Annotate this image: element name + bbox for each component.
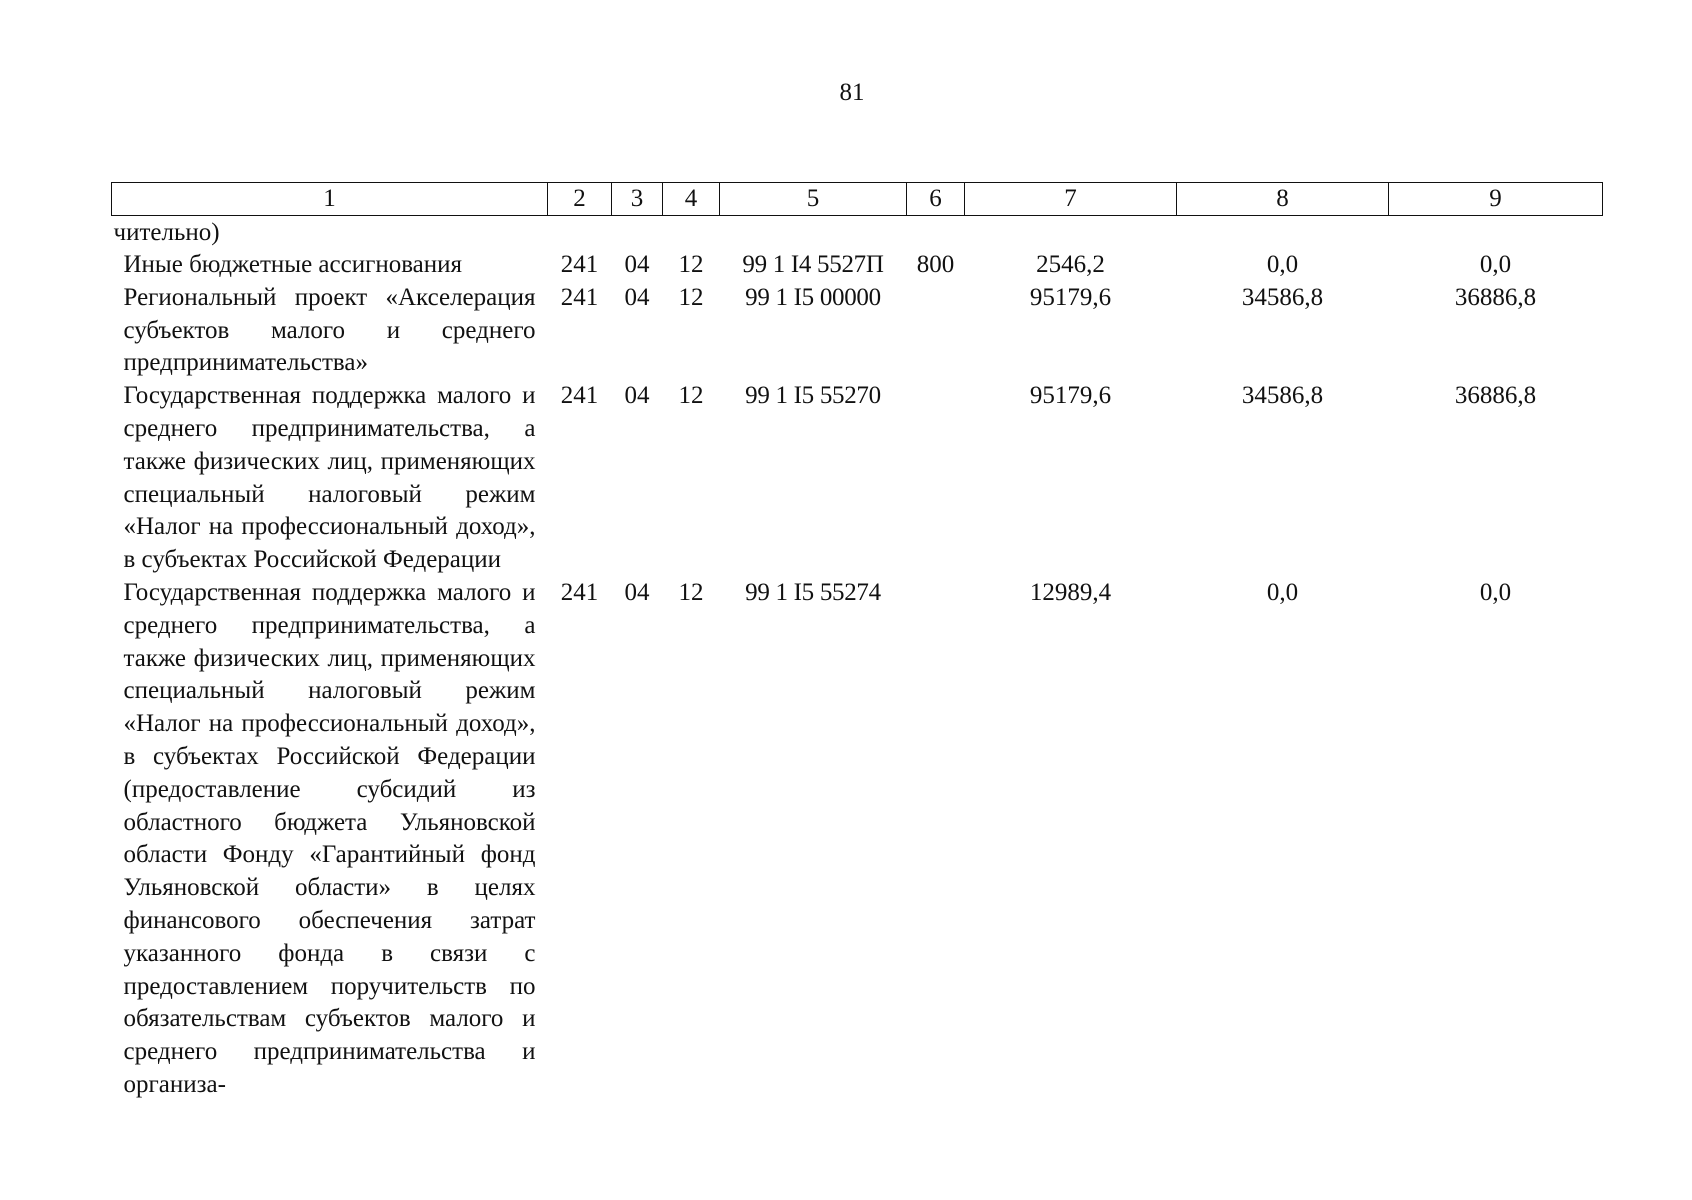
table-row [112,282,1603,380]
row-col-3: 04 [624,578,650,606]
budget-table [111,182,1602,1102]
row-col-7 [965,216,1177,250]
row-col-4 [663,216,720,250]
budget-table-grid [111,182,1603,1102]
row-col-5: 99 1 I5 55274 [745,578,881,606]
row-col-8: 34586,8 [1241,382,1324,410]
header-row [112,183,1603,216]
row-col-4: 12 [678,251,704,278]
row-col-6 [907,282,965,380]
row-description: Иные бюджетные ассигнования [123,251,463,278]
row-col-5: 99 1 I4 5527П [742,251,884,278]
row-col-8 [1177,216,1389,250]
row-col-2: 241 [560,283,599,311]
row-col-8: 0,0 [1266,251,1299,278]
row-col-8: 0,0 [1266,578,1299,606]
row-col-6 [907,216,965,250]
row-col-3: 04 [624,283,650,311]
row-col-7: 95179,6 [1029,382,1112,410]
row-col-9: 0,0 [1479,251,1512,278]
table-row [112,380,1603,577]
row-col-3: 04 [624,251,650,278]
table-row [112,249,1603,282]
row-col-7: 2546,2 [1036,251,1105,278]
header-col-7: 7 [965,183,1177,216]
row-col-4: 12 [678,382,704,410]
row-col-7: 95179,6 [1029,283,1112,311]
row-col-9: 36886,8 [1454,382,1537,410]
header-col-4: 4 [663,183,720,216]
header-col-5: 5 [720,183,907,216]
header-col-2: 2 [548,183,612,216]
row-description: Региональный проект «Акселерация субъектов малого и среднего предпринимательства» [123,283,536,377]
row-col-8: 34586,8 [1241,283,1324,311]
row-description: Государственная поддержка малого и среднего предпринимательства, а также физических лиц, применяющих специальный налоговый режим «Налог на профессиональный доход», в субъектах Российской Федерации (предоставление субсидий из областного бюджета Ульяновской области Фонду «Гарантийный фонд Ульяновской области» в целях финансового обеспечения затрат указанного фонда в связи с предоставлением поручительств по обязательствам субъектов малого и среднего предпринимательства и организа- [123,578,536,1098]
row-col-2: 241 [560,578,599,606]
row-description: чительно) [113,219,220,246]
row-col-2: 241 [560,251,599,278]
header-col-1: 1 [112,183,548,216]
row-col-9: 36886,8 [1454,283,1537,311]
row-col-2 [548,216,612,250]
row-col-3 [612,216,663,250]
header-col-3: 3 [612,183,663,216]
row-description: Государственная поддержка малого и среднего предпринимательства, а также физических лиц, применяющих специальный налоговый режим «Налог на профессиональный доход», в субъектах Российской Федерации [123,382,536,574]
row-col-5 [720,216,907,250]
row-col-7: 12989,4 [1029,578,1112,606]
row-col-5: 99 1 I5 55270 [745,382,881,410]
table-row [112,577,1603,1102]
table-row [112,216,1603,250]
row-col-6: 800 [916,251,955,278]
page-number: 81 [839,79,865,106]
row-col-2: 241 [560,382,599,410]
row-col-6 [907,380,965,577]
row-col-4: 12 [678,283,704,311]
row-col-6 [907,577,965,1102]
row-col-3: 04 [624,382,650,410]
row-col-9: 0,0 [1479,578,1512,606]
row-col-5: 99 1 I5 00000 [745,283,881,311]
header-col-9: 9 [1389,183,1603,216]
header-col-6: 6 [907,183,965,216]
row-col-9 [1389,216,1603,250]
row-col-4: 12 [678,578,704,606]
header-col-8: 8 [1177,183,1389,216]
